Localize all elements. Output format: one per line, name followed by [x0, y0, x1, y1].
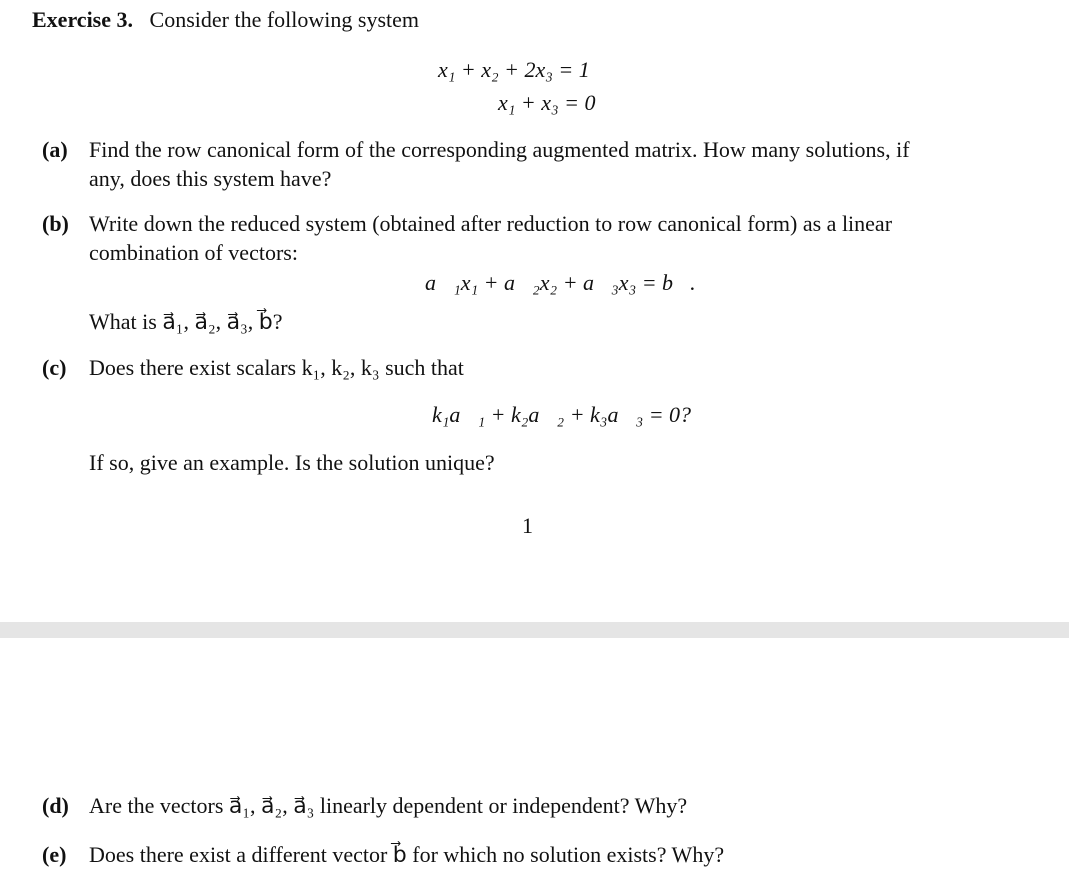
exercise-heading: [32, 7, 419, 33]
part-b-line-1: Write down the reduced system (obtained after reduction to row canonical form) as a linear: [89, 211, 893, 236]
part-d-line: Are the vectors a⃗₁, a⃗₂, a⃗₃ linearly dependent or independent? Why?: [89, 793, 688, 818]
page-separator: [0, 622, 1069, 638]
part-e-line: Does there exist a different vector b⃗ for which no solution exists? Why?: [89, 842, 725, 867]
page-number: 1: [522, 513, 533, 538]
part-e-label: (e): [42, 842, 67, 867]
part-c-equation: k₁a⃗₁ + k₂a⃗₂ + k₃a⃗₃ = 0?: [432, 402, 692, 427]
part-c-line: Does there exist scalars k₁, k₂, k₃ such that: [89, 355, 464, 380]
part-b-line-2: combination of vectors:: [89, 240, 298, 265]
exercise-intro: Consider the following system: [149, 7, 419, 32]
system-equation-1: x₁ + x₂ + 2x₃ = 1: [438, 57, 590, 82]
part-c-label: (c): [42, 355, 67, 380]
part-a-label: (a): [42, 137, 68, 162]
part-a-line-2: any, does this system have?: [89, 166, 332, 191]
part-b-equation: a⃗₁x₁ + a⃗₂x₂ + a⃗₃x₃ = b⃗.: [425, 270, 696, 295]
part-c-followup: If so, give an example. Is the solution unique?: [89, 450, 495, 475]
part-d-label: (d): [42, 793, 69, 818]
exercise-label: Exercise 3.: [32, 7, 134, 32]
part-b-label: (b): [42, 211, 69, 236]
system-equation-2: x₁ + x₃ = 0: [498, 90, 596, 115]
part-b-question: What is a⃗₁, a⃗₂, a⃗₃, b⃗?: [89, 309, 283, 334]
part-a-line-1: Find the row canonical form of the corresponding augmented matrix. How many solutions, if: [89, 137, 910, 162]
